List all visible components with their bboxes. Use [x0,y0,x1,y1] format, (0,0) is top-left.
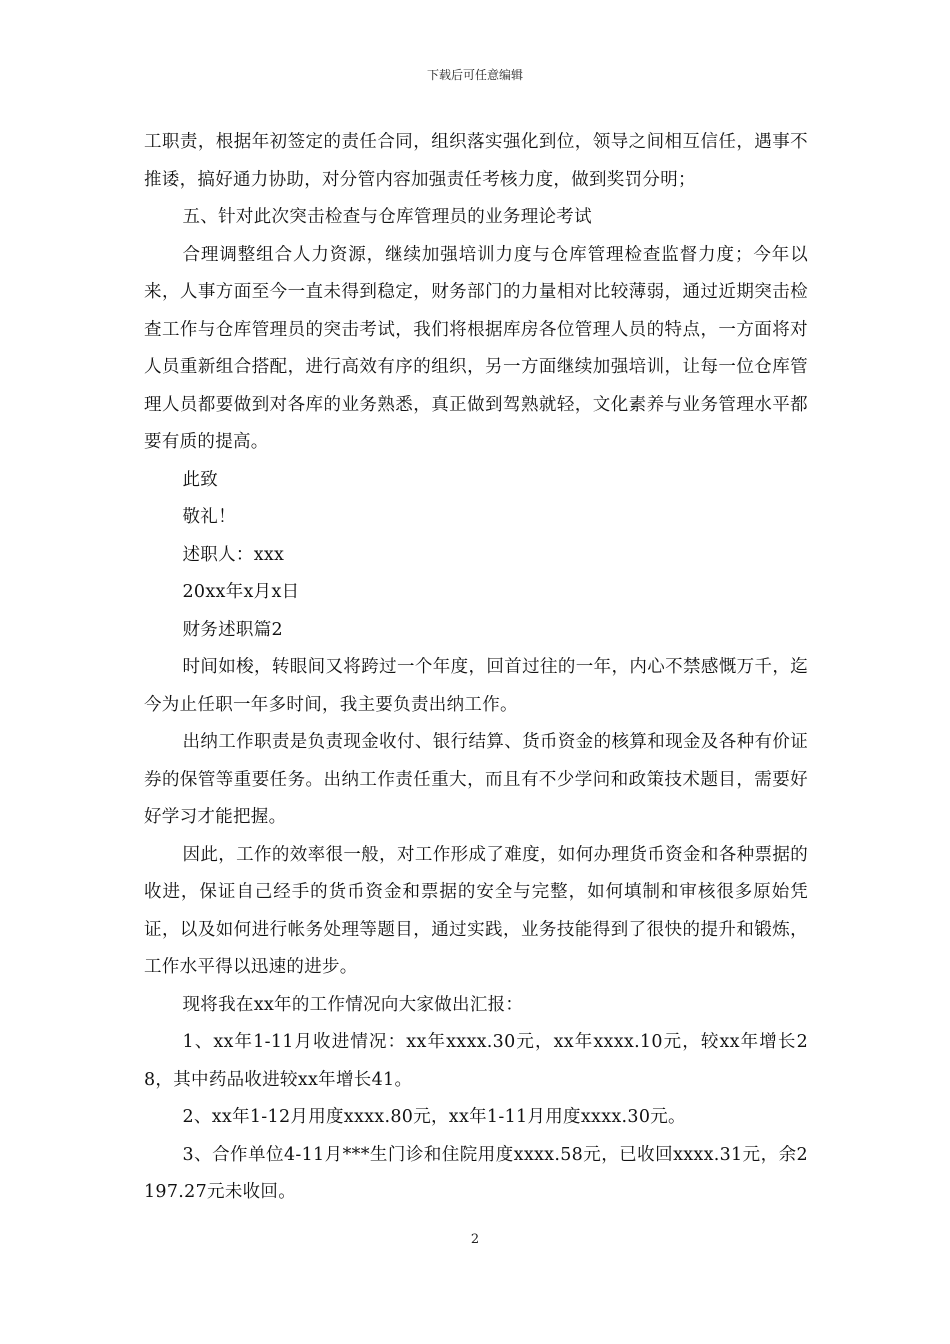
document-body [144,124,808,1212]
list-item: 3、合作单位4-11月***生门诊和住院用度xxxx.58元，已收回xxxx.31元，余2197.27元未收回。 [144,1144,808,1202]
paragraph: 工职责，根据年初签定的责任合同，组织落实强化到位，领导之间相互信任，遇事不推诿，搞好通力协助，对分管内容加强责任考核力度，做到奖罚分明； [144,132,808,190]
paragraph: 合理调整组合人力资源，继续加强培训力度与仓库管理检查监督力度；今年以来，人事方面至今一直未得到稳定，财务部门的力量相对比较薄弱，通过近期突击检查工作与仓库管理员的突击考试，我们将根据库房各位管理人员的特点，一方面将对人员重新组合搭配，进行高效有序的组织，另一方面继续加强培训，让每一位仓库管理人员都要做到对各库的业务熟悉，真正做到驾熟就轻，文化素养与业务管理水平都要有质的提高。 [144,244,808,452]
section-heading: 五、针对此次突击检查与仓库管理员的业务理论考试 [182,207,592,227]
signature-line: 述职人：xxx [182,544,285,565]
paragraph: 时间如梭，转眼间又将跨过一个年度，回首过往的一年，内心不禁感慨万千，迄今为止任职一年多时间，我主要负责出纳工作。 [144,657,808,715]
paragraph: 因此，工作的效率很一般，对工作形成了难度，如何办理货币资金和各种票据的收进，保证自己经手的货币资金和票据的安全与完整，如何填制和审核很多原始凭证，以及如何进行帐务处理等题目，通过实践，业务技能得到了很快的提升和锻炼，工作水平得以迅速的进步。 [144,844,808,977]
closing-salutation: 此致 [182,469,219,490]
page-number: 2 [470,1232,480,1247]
paragraph: 现将我在xx年的工作情况向大家做出汇报： [182,994,524,1015]
list-item: 2、xx年1-12月用度xxxx.80元，xx年1-11月用度xxxx.30元。 [182,1107,686,1127]
closing-regards: 敬礼！ [182,507,236,527]
paragraph: 出纳工作职责是负责现金收付、银行结算、货币资金的核算和现金及各种有价证券的保管等重要任务。出纳工作责任重大，而且有不少学问和政策技术题目，需要好好学习才能把握。 [144,732,808,827]
list-item: 1、xx年1-11月收进情况：xx年xxxx.30元，xx年xxxx.10元，较xx年增长28，其中药品收进较xx年增长41。 [144,1032,808,1090]
header-note: 下载后可任意编辑 [426,68,523,82]
section-title: 财务述职篇2 [182,619,283,640]
date-line: 20xx年x月x日 [182,582,300,602]
